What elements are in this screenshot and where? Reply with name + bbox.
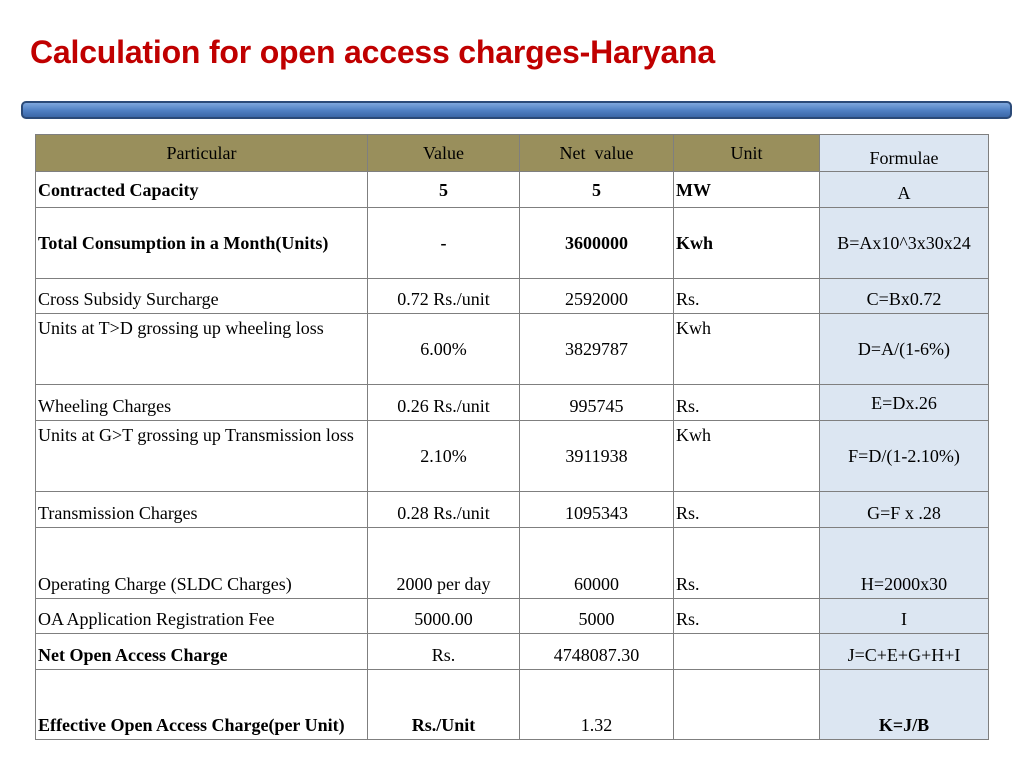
- cell-particular: Net Open Access Charge: [36, 634, 368, 670]
- header-formulae: Formulae: [820, 135, 989, 172]
- cell-net-value: 5000: [520, 599, 674, 634]
- header-net-value: Net value: [520, 135, 674, 172]
- slide-title: Calculation for open access charges-Haryana: [30, 34, 715, 70]
- table-row: [36, 279, 989, 314]
- cell-unit: Kwh: [674, 314, 820, 385]
- cell-unit: Rs.: [674, 492, 820, 528]
- table-row: [36, 670, 989, 740]
- cell-value: 2000 per day: [368, 528, 520, 599]
- table-row: [36, 634, 989, 670]
- cell-value: 0.28 Rs./unit: [368, 492, 520, 528]
- cell-particular: Operating Charge (SLDC Charges): [36, 528, 368, 599]
- cell-value: Rs.: [368, 634, 520, 670]
- cell-value: 2.10%: [368, 421, 520, 492]
- table-row: [36, 599, 989, 634]
- cell-value: -: [368, 208, 520, 279]
- cell-unit: Rs.: [674, 528, 820, 599]
- cell-net-value: 60000: [520, 528, 674, 599]
- cell-formula: I: [820, 599, 989, 634]
- cell-value: 6.00%: [368, 314, 520, 385]
- cell-formula: D=A/(1-6%): [820, 314, 989, 385]
- cell-formula: J=C+E+G+H+I: [820, 634, 989, 670]
- cell-unit: Rs.: [674, 385, 820, 421]
- cell-value: 5000.00: [368, 599, 520, 634]
- table-row: [36, 492, 989, 528]
- cell-particular: Wheeling Charges: [36, 385, 368, 421]
- cell-particular: Effective Open Access Charge(per Unit): [36, 670, 368, 740]
- cell-net-value: 1095343: [520, 492, 674, 528]
- cell-particular: Units at G>T grossing up Transmission loss: [36, 421, 368, 492]
- table-row: [36, 208, 989, 279]
- table-row: [36, 528, 989, 599]
- header-particular: Particular: [36, 135, 368, 172]
- cell-particular: Units at T>D grossing up wheeling loss: [36, 314, 368, 385]
- cell-formula: A: [820, 172, 989, 208]
- charges-table: [35, 134, 989, 740]
- cell-unit: [674, 634, 820, 670]
- cell-net-value: 3600000: [520, 208, 674, 279]
- cell-unit: MW: [674, 172, 820, 208]
- cell-formula: K=J/B: [820, 670, 989, 740]
- table-row: [36, 421, 989, 492]
- cell-net-value: 2592000: [520, 279, 674, 314]
- table-row: [36, 172, 989, 208]
- cell-formula: C=Bx0.72: [820, 279, 989, 314]
- cell-net-value: 1.32: [520, 670, 674, 740]
- cell-formula: H=2000x30: [820, 528, 989, 599]
- cell-net-value: 3829787: [520, 314, 674, 385]
- header-unit: Unit: [674, 135, 820, 172]
- cell-net-value: 995745: [520, 385, 674, 421]
- cell-particular: Transmission Charges: [36, 492, 368, 528]
- cell-value: 0.26 Rs./unit: [368, 385, 520, 421]
- cell-formula: G=F x .28: [820, 492, 989, 528]
- table-header-row: [36, 135, 989, 172]
- table-row: [36, 385, 989, 421]
- cell-net-value: 4748087.30: [520, 634, 674, 670]
- cell-particular: OA Application Registration Fee: [36, 599, 368, 634]
- cell-formula: B=Ax10^3x30x24: [820, 208, 989, 279]
- cell-value: Rs./Unit: [368, 670, 520, 740]
- cell-formula: E=Dx.26: [820, 385, 989, 421]
- title-divider-bar: [21, 101, 1012, 119]
- cell-unit: Rs.: [674, 279, 820, 314]
- cell-unit: Kwh: [674, 208, 820, 279]
- cell-net-value: 3911938: [520, 421, 674, 492]
- cell-unit: Kwh: [674, 421, 820, 492]
- cell-particular: Contracted Capacity: [36, 172, 368, 208]
- cell-particular: Cross Subsidy Surcharge: [36, 279, 368, 314]
- cell-particular: Total Consumption in a Month(Units): [36, 208, 368, 279]
- cell-value: 5: [368, 172, 520, 208]
- cell-formula: F=D/(1-2.10%): [820, 421, 989, 492]
- cell-unit: [674, 670, 820, 740]
- header-value: Value: [368, 135, 520, 172]
- cell-net-value: 5: [520, 172, 674, 208]
- table-row: [36, 314, 989, 385]
- cell-value: 0.72 Rs./unit: [368, 279, 520, 314]
- cell-unit: Rs.: [674, 599, 820, 634]
